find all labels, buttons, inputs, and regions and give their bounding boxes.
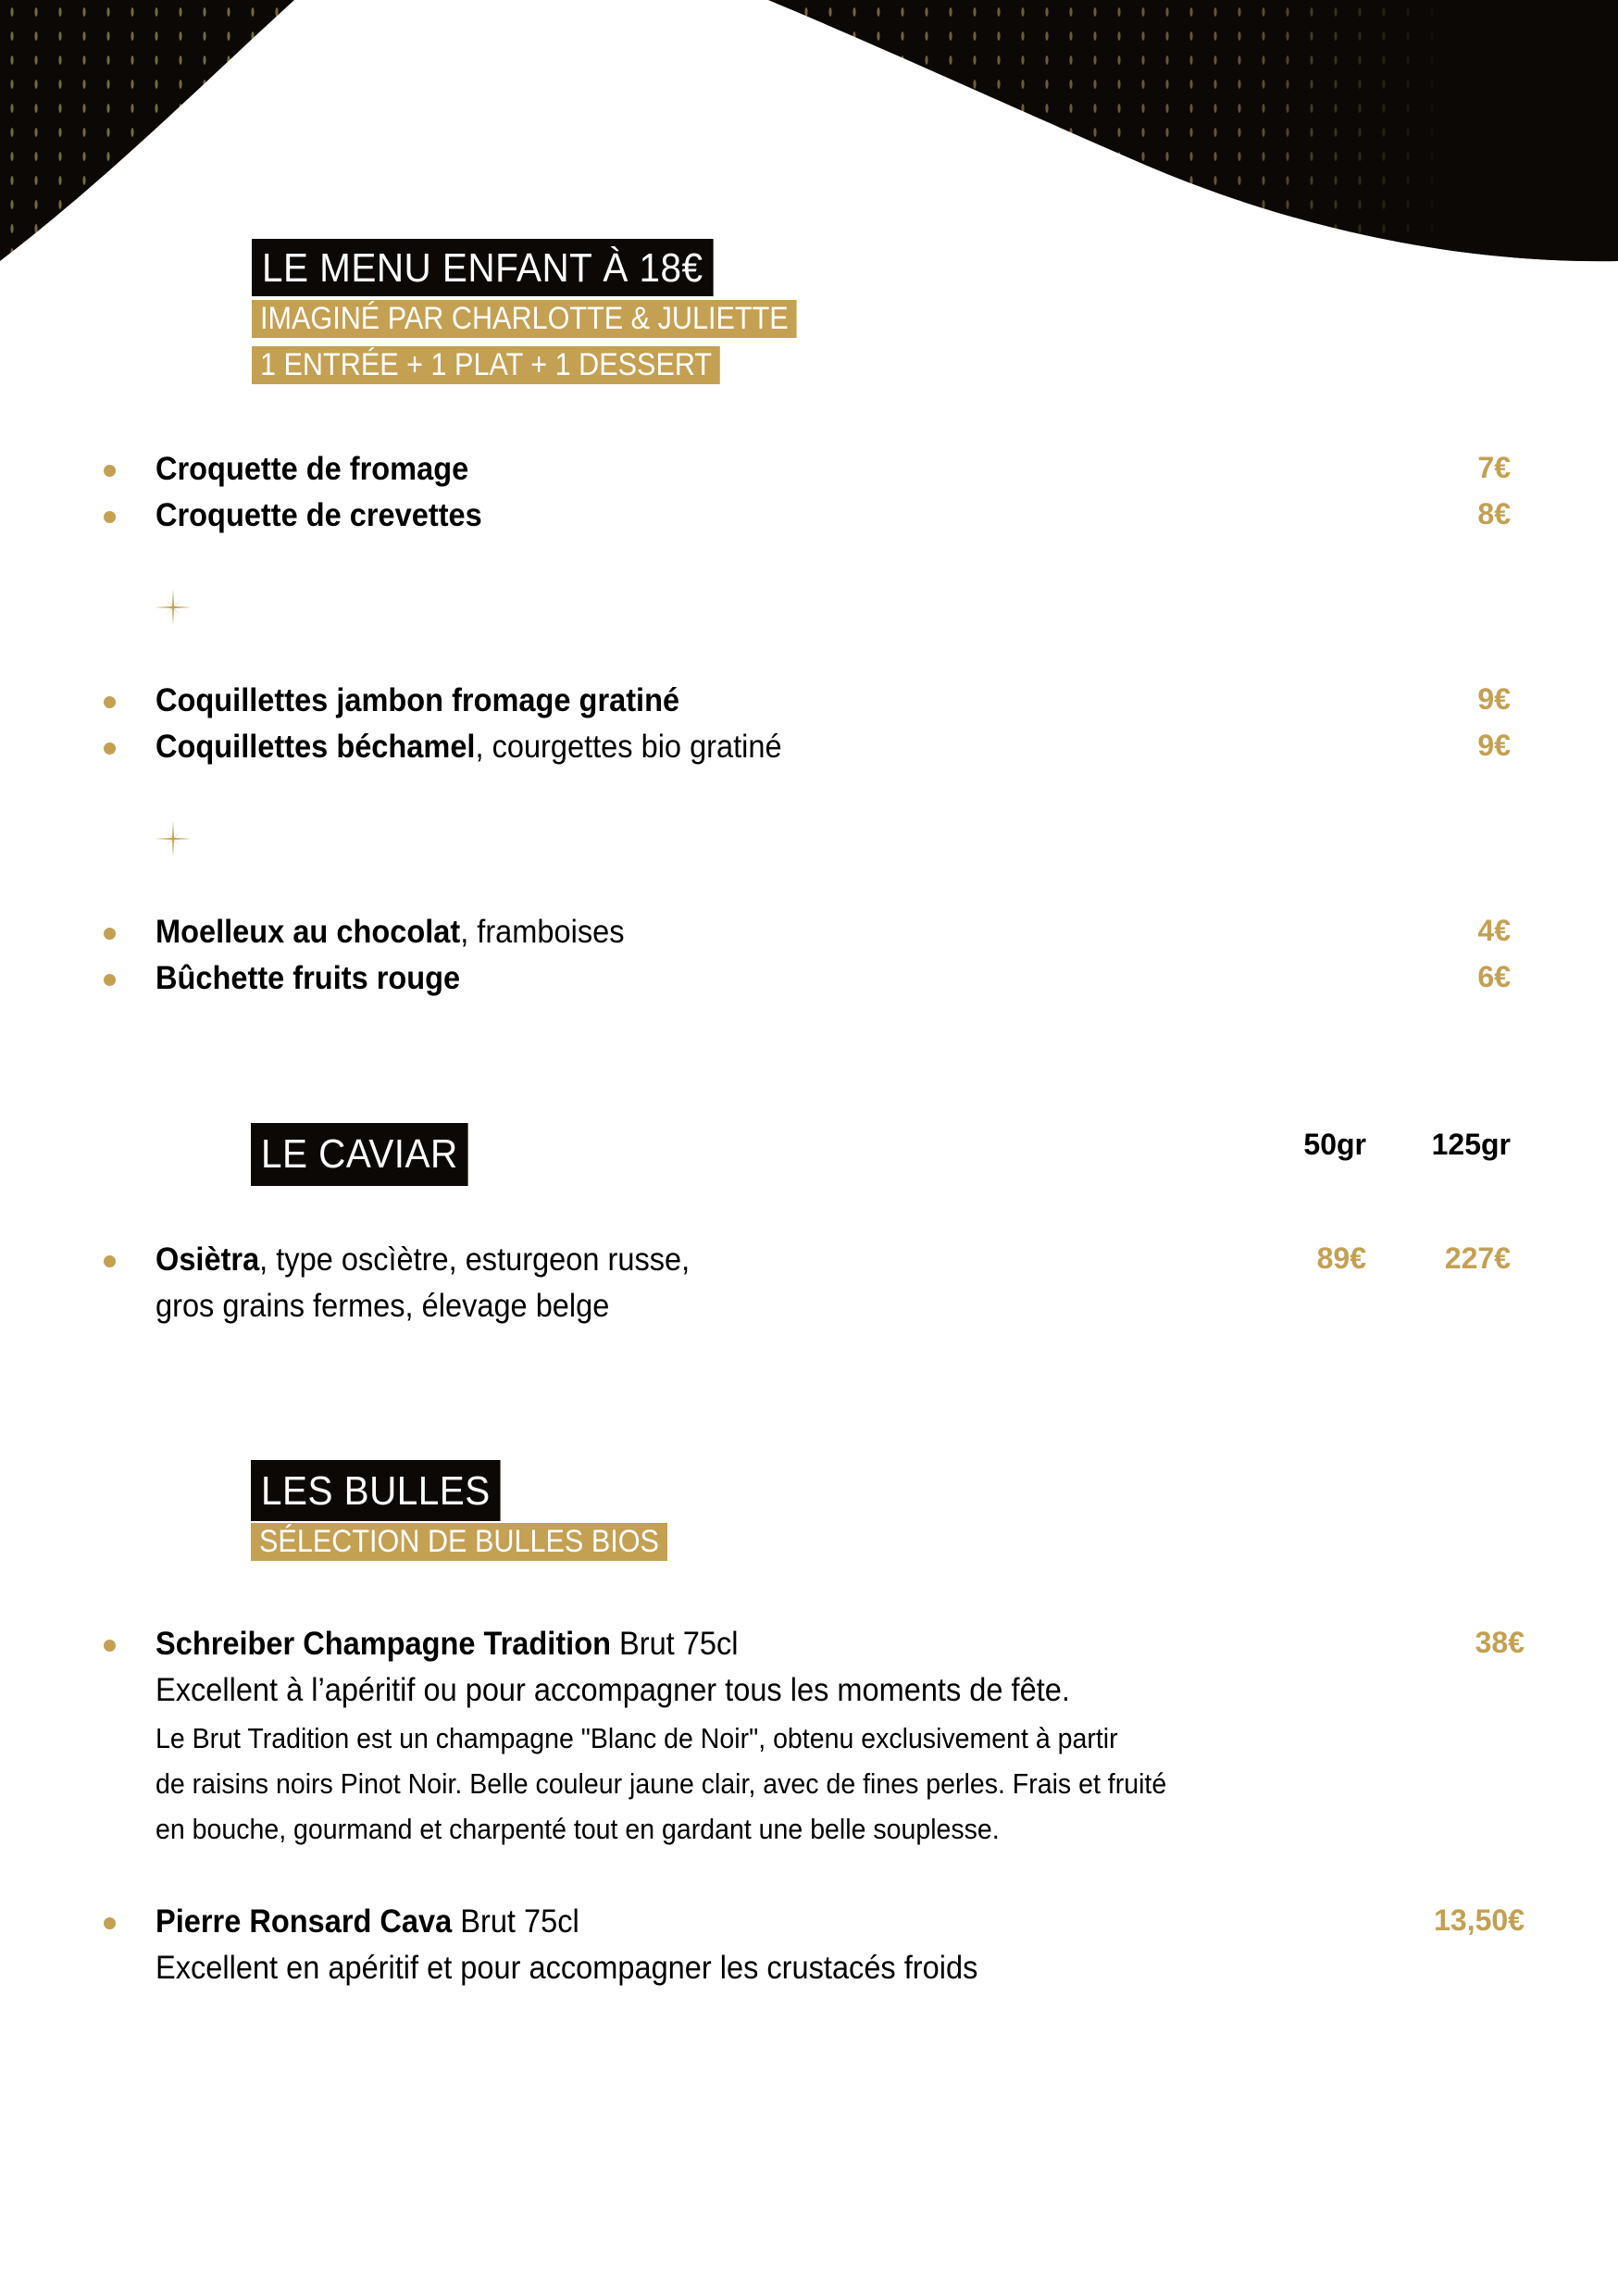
caviar-title: LE CAVIAR — [251, 1123, 468, 1186]
menu-item-price: 9€ — [1477, 682, 1511, 716]
wine-description-line: en bouche, gourmand et charpenté tout en gardant une belle souplesse. — [156, 1813, 1000, 1845]
caviar-item-detail: gros grains fermes, élevage belge — [156, 1288, 610, 1324]
wine-item: Pierre Ronsard Cava Brut 75cl — [156, 1903, 579, 1940]
caviar-price-125gr: 227€ — [1444, 1242, 1511, 1275]
bullet-icon — [104, 928, 116, 940]
bullet-icon — [104, 465, 116, 477]
menu-item-price: 9€ — [1477, 729, 1511, 762]
caviar-price-50gr: 89€ — [1316, 1242, 1366, 1275]
menu-item: Croquette de fromage — [156, 451, 469, 487]
wine-description-line: Le Brut Tradition est un champagne "Blanc de Noir", obtenu exclusivement à partir — [156, 1722, 1118, 1754]
wine-tagline: Excellent à l’apéritif ou pour accompagner tous les moments de fête. — [156, 1672, 1070, 1708]
bullet-icon — [104, 742, 116, 755]
bullet-icon — [104, 1917, 116, 1929]
menu-item-price: 4€ — [1477, 914, 1511, 947]
menu-item-price: 8€ — [1477, 497, 1511, 530]
sparkle-icon — [155, 820, 192, 857]
menu-item: Croquette de crevettes — [156, 497, 482, 533]
column-header-50gr: 50gr — [1303, 1128, 1366, 1161]
sparkle-icon — [155, 589, 192, 626]
column-header-125gr: 125gr — [1431, 1128, 1511, 1161]
menu-item: Moelleux au chocolat, framboises — [156, 914, 625, 950]
wine-tagline: Excellent en apéritif et pour accompagner les crustacés froids — [156, 1950, 978, 1986]
menu-enfant-title: LE MENU ENFANT À 18€ — [252, 239, 713, 296]
menu-item: Coquillettes jambon fromage gratiné — [156, 682, 680, 718]
caviar-item: Osiètra, type oscìètre, esturgeon russe, — [156, 1242, 691, 1278]
menu-item: Coquillettes béchamel, courgettes bio gratiné — [156, 729, 782, 765]
header-decoration — [0, 0, 1618, 278]
wine-price: 13,50€ — [1434, 1903, 1525, 1937]
bullet-icon — [104, 1640, 116, 1652]
bullet-icon — [104, 696, 116, 708]
menu-enfant-subtitle-2: 1 ENTRÉE + 1 PLAT + 1 DESSERT — [252, 346, 720, 384]
bulles-subtitle: SÉLECTION DE BULLES BIOS — [251, 1523, 667, 1561]
wine-description-line: de raisins noirs Pinot Noir. Belle couleur jaune clair, avec de fines perles. Frais et fruité — [156, 1767, 1167, 1800]
menu-item-price: 6€ — [1477, 960, 1511, 993]
wine-price: 38€ — [1475, 1626, 1525, 1659]
bullet-icon — [104, 974, 116, 986]
wine-item: Schreiber Champagne Tradition Brut 75cl — [156, 1626, 739, 1662]
bullet-icon — [104, 1255, 116, 1267]
menu-item: Bûchette fruits rouge — [156, 960, 461, 996]
menu-enfant-subtitle-1: IMAGINÉ PAR CHARLOTTE & JULIETTE — [252, 300, 797, 338]
bulles-title: LES BULLES — [251, 1460, 501, 1521]
bullet-icon — [104, 511, 116, 523]
left-dark-wedge — [0, 0, 294, 261]
menu-item-price: 7€ — [1477, 451, 1511, 484]
